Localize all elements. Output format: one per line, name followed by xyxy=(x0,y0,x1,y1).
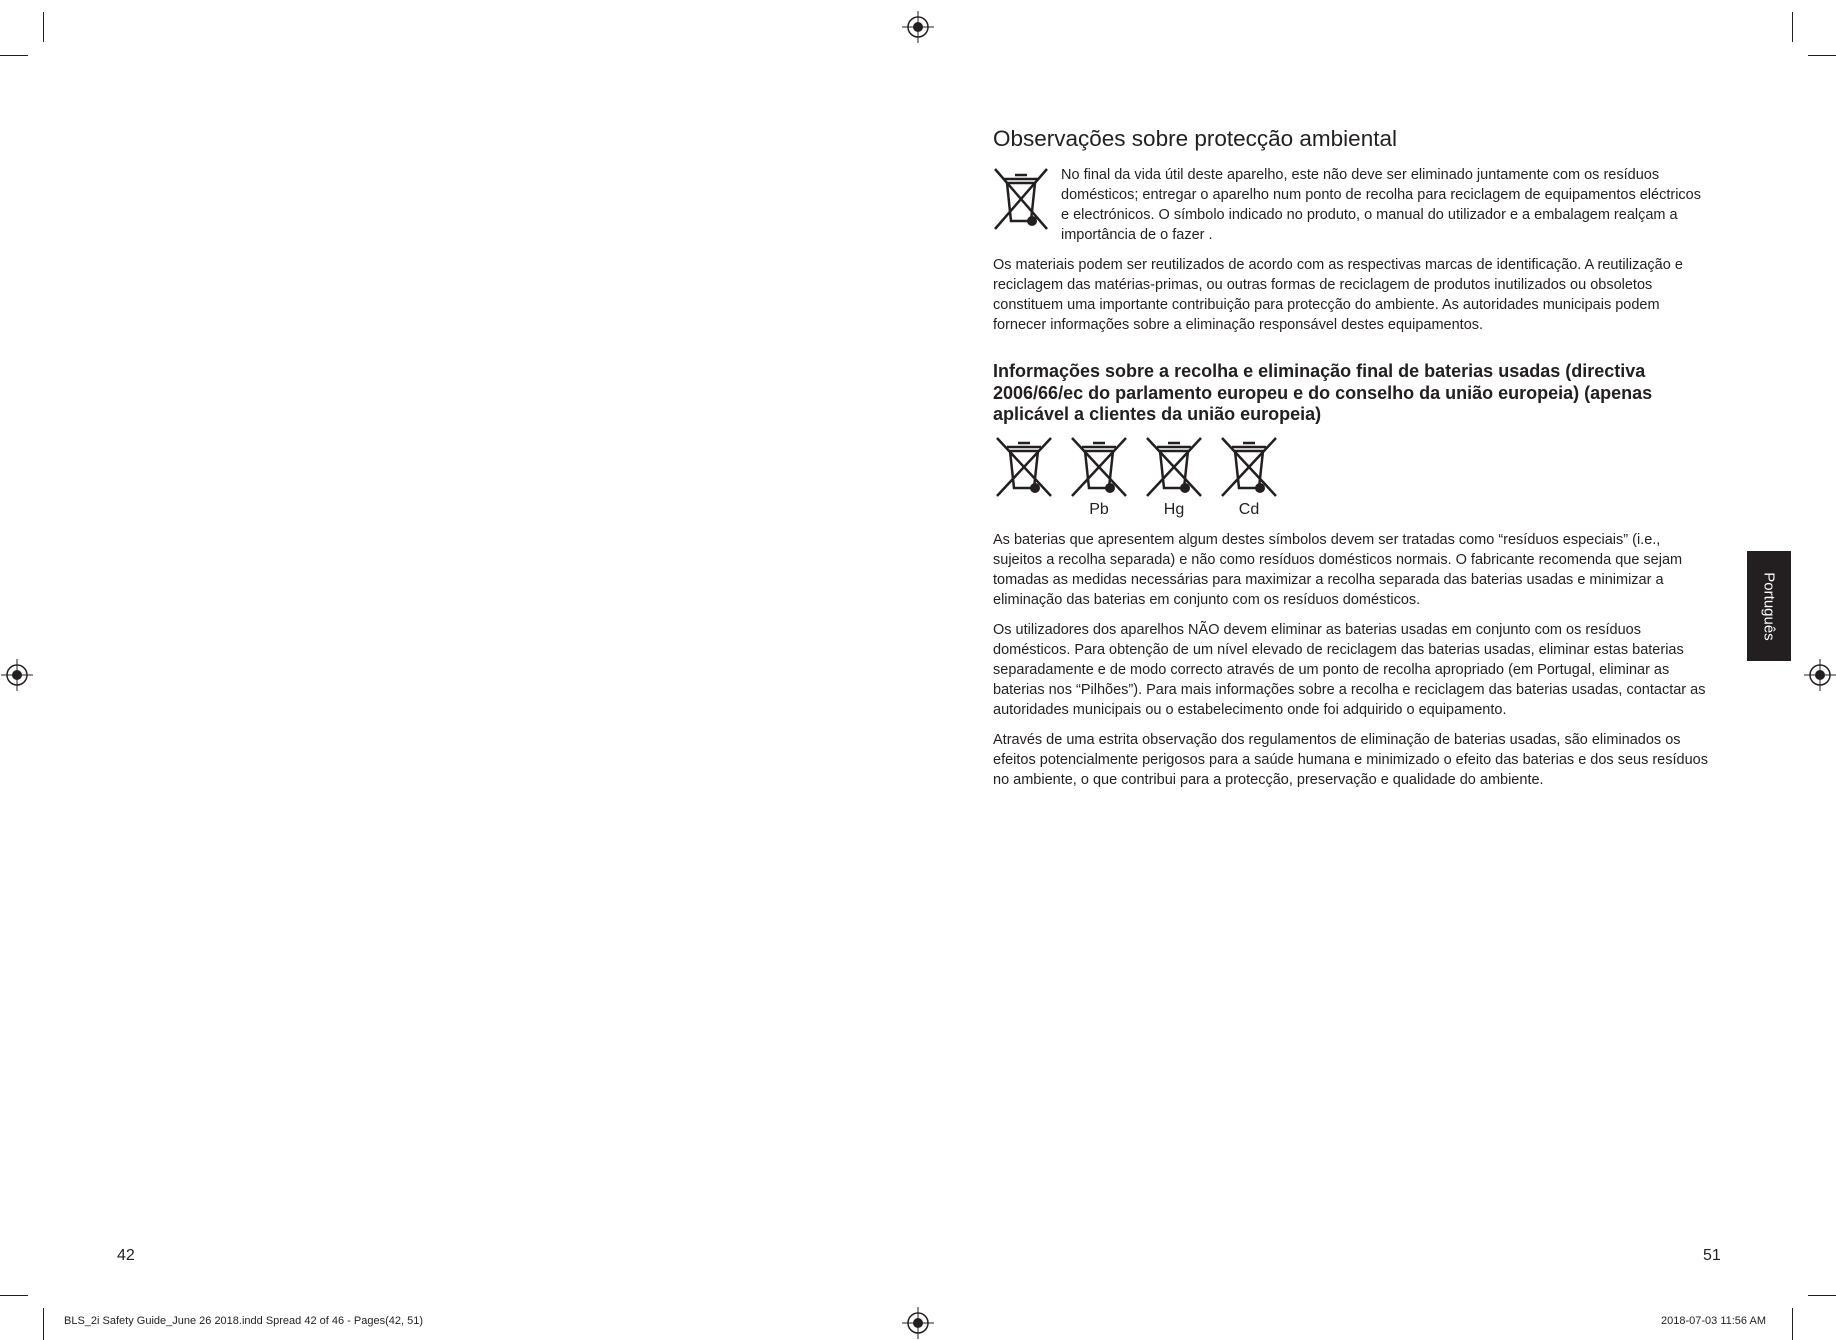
crop-mark xyxy=(43,12,44,42)
crop-mark xyxy=(1792,12,1793,42)
battery-symbol xyxy=(1068,436,1130,520)
crop-mark xyxy=(43,1308,44,1340)
battery-symbol xyxy=(1143,436,1205,520)
page-number-left: 42 xyxy=(117,1247,135,1264)
crossed-out-wheelie-bin-icon xyxy=(1070,436,1128,498)
page-number-right: 51 xyxy=(1703,1247,1721,1264)
registration-mark-icon xyxy=(1804,659,1836,691)
crop-mark xyxy=(1792,1308,1793,1340)
registration-mark-icon xyxy=(1,659,33,691)
battery-section-title: Informações sobre a recolha e eliminação final de baterias usadas (directiva 2006/66/ec do parlamento europeu e do conselho da união europeia) (apenas aplicável a clientes da união europeia) xyxy=(993,361,1653,424)
section-title: Observações sobre protecção ambiental xyxy=(993,126,1397,151)
battery-symbol xyxy=(993,436,1055,520)
print-slug-right: 2018-07-03 11:56 AM xyxy=(1661,1315,1766,1327)
materials-paragraph: Os materiais podem ser reutilizados de acordo com as respectivas marcas de identificação. A reutilização e reciclagem das matérias-primas, ou outras formas de reciclagem de produtos inutilizados ou obsoletos constituem uma importante contribuição para protecção do ambiente. As autoridades municipais podem fornecer informações sobre a eliminação responsável destes equipamentos. xyxy=(993,257,1683,333)
battery-symbol-label: Cd xyxy=(1238,500,1260,518)
registration-mark-icon xyxy=(902,11,934,43)
print-slug-left: BLS_2i Safety Guide_June 26 2018.indd Spread 42 of 46 - Pages(42, 51) xyxy=(64,1315,423,1327)
battery-compliance-paragraph: Através de uma estrita observação dos regulamentos de eliminação de baterias usadas, são eliminados os efeitos potencialmente perigosos para a saúde humana e minimizado o efeito das baterias e dos seus resíduos no ambiente, o que contribui para a protecção, preservação e qualidade do ambiente. xyxy=(993,731,1708,788)
battery-symbols-paragraph: As baterias que apresentem algum destes símbolos devem ser tratadas como “resíduos especiais” (i.e., sujeitos a recolha separada) e não como resíduos domésticos normais. O fabricante recomenda que sejam tomadas as medidas necessárias para maximizar a recolha separada das baterias usadas e minimizar a eliminação das baterias em conjunto com os resíduos domésticos. xyxy=(993,531,1683,608)
crop-mark xyxy=(1808,1295,1836,1296)
battery-users-paragraph: Os utilizadores dos aparelhos NÃO devem eliminar as baterias usadas em conjunto com os resíduos domésticos. Para obtenção de um nível elevado de reciclagem das baterias usadas, eliminar estas baterias separadamente e de modo correcto através de um ponto de recolha apropriado (em Portugal, eliminar as baterias nos “Pilhões”). Para mais informações sobre a recolha e reciclagem das baterias usadas, contactar as autoridades municipais ou o estabelecimento onde foi adquirido o equipamento. xyxy=(993,621,1706,718)
weee-notice xyxy=(993,165,1713,245)
language-tab xyxy=(1747,551,1791,661)
page-content xyxy=(993,125,1713,790)
battery-symbols xyxy=(993,436,1713,520)
language-tab-label: Português xyxy=(1760,571,1778,641)
registration-mark-icon xyxy=(902,1307,934,1339)
battery-symbol-label: Hg xyxy=(1163,500,1185,518)
crop-mark xyxy=(1808,55,1836,56)
battery-symbol xyxy=(1218,436,1280,520)
weee-paragraph: No final da vida útil deste aparelho, este não deve ser eliminado juntamente com os resíduos domésticos; entregar o aparelho num ponto de recolha para reciclagem de equipamentos eléctricos e electrónicos. O símbolo indicado no produto, o manual do utilizador e a embalagem realçam a importância de o fazer . xyxy=(1061,167,1701,243)
crossed-out-wheelie-bin-icon xyxy=(1145,436,1203,498)
crop-mark xyxy=(0,55,28,56)
crossed-out-wheelie-bin-icon xyxy=(995,436,1053,498)
crossed-out-wheelie-bin-icon xyxy=(993,167,1049,231)
crossed-out-wheelie-bin-icon xyxy=(1220,436,1278,498)
crop-mark xyxy=(0,1295,28,1296)
battery-symbol-label: Pb xyxy=(1089,500,1109,518)
